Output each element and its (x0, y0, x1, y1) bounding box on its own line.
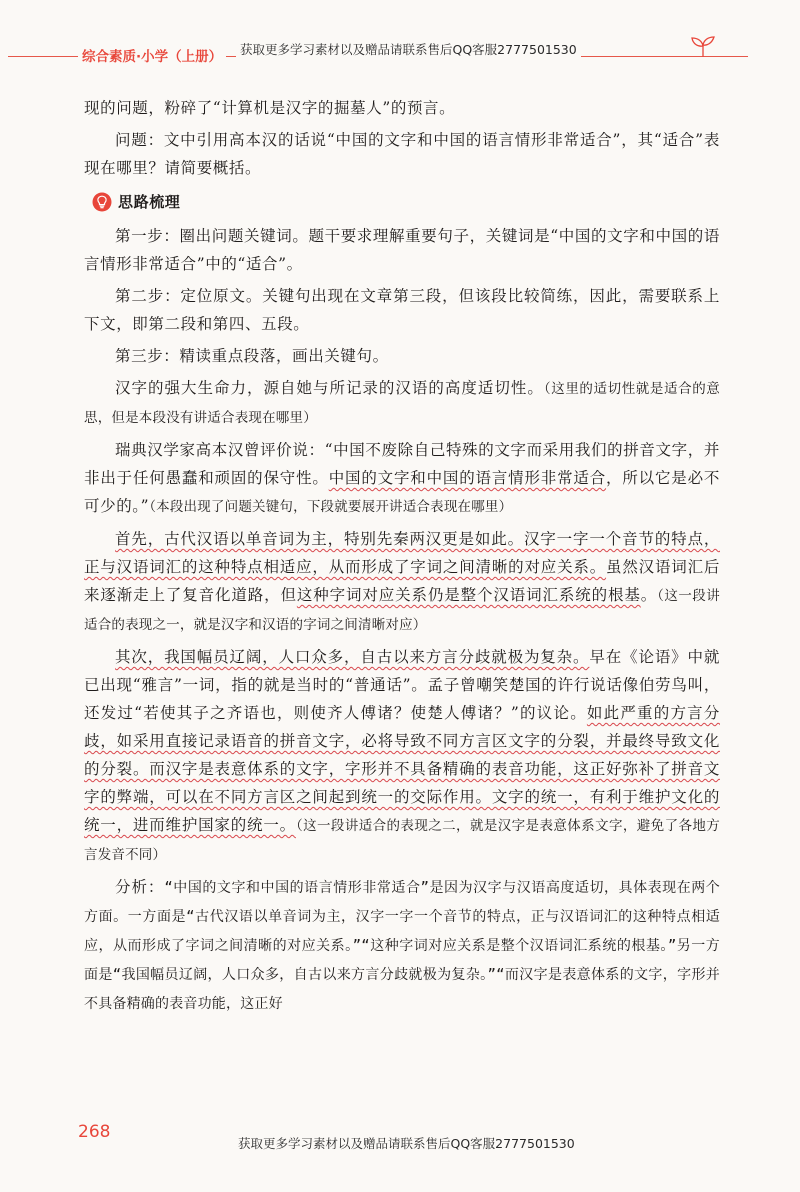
quote-text: 虽然汉语词汇后来逐渐走上了复音化道路，但 (84, 558, 721, 604)
annotation-note: （这里的适切性就是适合的意思，但是本段没有讲适合表现在哪里） (84, 381, 720, 426)
question-paragraph: 问题：文中引用高本汉的话说“中国的文字和中国的语言情形非常适合”，其“适合”表现在哪里？请简要概括。 (84, 131, 720, 177)
annotation-note: （这一段讲适合的表现之二，就是汉字是表意体系文字，避免了各地方言发音不同） (84, 818, 720, 863)
paragraph: 现的问题，粉碎了“计算机是汉字的掘墓人”的预言。 (84, 99, 456, 117)
section-title-text: 思路梳理 (118, 193, 181, 211)
quote-text: 汉字的强大生命力，源自她与所记录的汉语的高度适切性。 (115, 379, 544, 397)
quoted-paragraph (84, 643, 720, 869)
underlined-key-sentence: 中国的文字和中国的语言情形非常适合 (328, 469, 607, 487)
page-number: 268 (78, 1122, 111, 1142)
leaf-sprout-icon (690, 36, 716, 58)
main-content (84, 94, 720, 1018)
section-heading (84, 188, 720, 216)
underlined-key-sentence: 这种字词对应关系仍是整个汉语词汇系统的根基 (296, 586, 641, 604)
lightbulb-icon (92, 192, 112, 212)
quote-text: ，所以它是必不可少的。” (84, 469, 721, 515)
quoted-paragraph (84, 436, 720, 521)
quoted-paragraph (84, 374, 720, 432)
quote-text: 。 (640, 586, 658, 604)
underlined-key-sentence: 如此严重的方言分歧，如采用直接记录语音的拼音文字，必将导致不同方言区文字的分裂，并最终导致文化的分裂。而汉字是表意体系的文字，字形并不具备精确的表音功能，这正好弥补了拼音文字的弊端，可以在不同方言区之间起到统一的交际作用。文字的统一，有利于维护文化的统一，进而维护国家的统一。 (84, 704, 720, 834)
step-paragraph: 第三步：精读重点段落，画出关键句。 (115, 347, 389, 365)
analysis-paragraph (84, 873, 720, 1018)
step-paragraph: 第一步：圈出问题关键词。题干要求理解重要句子，关键词是“中国的文字和中国的语言情形非常适合”中的“适合”。 (84, 227, 720, 273)
quote-text: 早在《论语》中就已出现“雅言”一词，指的就是当时的“普通话”。孟子曾嘲笑楚国的许行说话像伯劳鸟叫，还发过“若使其子之齐语也，则使齐人傅诸？使楚人傅诸？”的议论。 (84, 648, 720, 722)
quoted-paragraph (84, 525, 720, 639)
annotation-note: （本段出现了问题关键句，下段就要展开讲适合表现在哪里） (149, 499, 513, 515)
analysis-text: “中国的文字和中国的语言情形非常适合”是因为汉字与汉语高度适切，具体表现在两个方面。一方面是“古代汉语以单音词为主，汉字一字一个音节的特点，正与汉语词汇的这种特点相适应，从而形成了字词之间清晰的对应关系。”“这种字词对应关系是整个汉语词汇系统的根基。”另一方面是“我国幅员辽阔，人口众多，自古以来方言分歧就极为复杂。”“而汉字是表意体系的文字，字形并不具备精确的表音功能，这正好 (84, 880, 720, 1012)
book-title: 综合素质·小学（上册） (78, 48, 226, 66)
analysis-label: 分析： (115, 878, 165, 896)
annotation-note: （这一段讲适合的表现之一，就是汉字和汉语的字词之间清晰对应） (84, 588, 720, 633)
underlined-key-sentence: 其次，我国幅员辽阔，人口众多，自古以来方言分歧就极为复杂。 (115, 648, 590, 666)
step-paragraph: 第二步：定位原文。关键句出现在文章第三段，但该段比较简练，因此，需要联系上下文，即第二段和第四、五段。 (84, 287, 720, 333)
header-promo-text: 获取更多学习素材以及赠品请联系售后QQ客服2777501530 (236, 42, 581, 58)
footer-promo-text: 获取更多学习素材以及赠品请联系售后QQ客服2777501530 (238, 1136, 575, 1151)
quote-text: 瑞典汉学家高本汉曾评价说：“中国不废除自己特殊的文字而采用我们的拼音文字，并非出于任何愚蠢和顽固的保守性。 (84, 441, 720, 487)
underlined-key-sentence: 首先，古代汉语以单音词为主，特别先秦两汉更是如此。汉字一字一个音节的特点，正与汉语词汇的这种特点相适应，从而形成了字词之间清晰的对应关系。 (84, 530, 720, 576)
